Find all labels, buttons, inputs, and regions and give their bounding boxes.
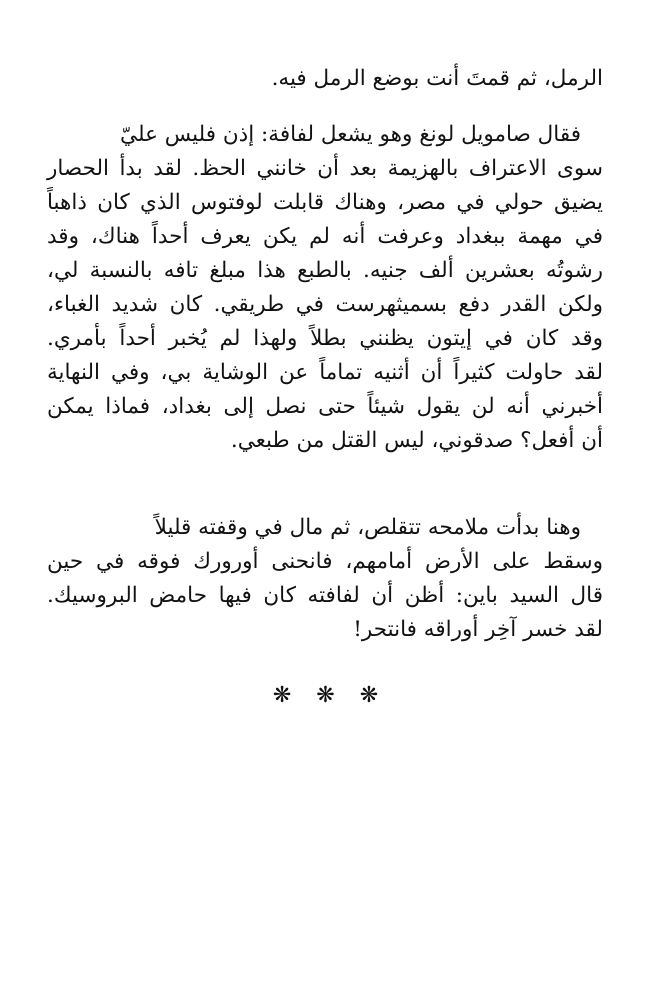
paragraph-line: ولكن القدر دفع بسميثهرست في طريقي. كان شديد الغباء،	[47, 292, 603, 317]
asterism-icon: ❋	[272, 683, 292, 708]
paragraph-line: يضيق حولي في مصر، وهناك قابلت لوفتوس الذي كان ذاهباً	[47, 190, 603, 215]
paragraph-2	[47, 118, 603, 458]
paragraph-line: فقال صامويل لونغ وهو يشعل لفافة: إذن فليس عليّ	[120, 122, 581, 147]
asterism-icon: ❋	[316, 683, 335, 708]
paragraph-line: رشوتُه بعشرين ألف جنيه. بالطبع هذا مبلغ تافه بالنسبة لي،	[47, 258, 603, 283]
section-break-ornament	[0, 683, 651, 708]
paragraph-3	[47, 511, 603, 647]
paragraph-line: وسقط على الأرض أمامهم، فانحنى أورورك فوقه في حين	[47, 549, 603, 574]
paragraph-1	[47, 62, 603, 96]
paragraph-line: وهنا بدأت ملامحه تتقلص، ثم مال في وقفته قليلاً	[154, 515, 581, 540]
paragraph-line: لقد خسر آخِر أوراقه فانتحر!	[353, 617, 603, 642]
paragraph-line: وقد كان في إيتون يظنني بطلاً ولهذا لم يُخبر أحداً بأمري.	[47, 326, 603, 351]
paragraph-line: في مهمة ببغداد وعرفت أنه لم يكن يعرف أحداً هناك، وقد	[47, 224, 603, 249]
paragraph-line: سوى الاعتراف بالهزيمة بعد أن خانني الحظ. لقد بدأ الحصار	[47, 156, 603, 181]
paragraph-line: لقد حاولت كثيراً أن أثنيه تماماً عن الوشاية بي، وفي النهاية	[47, 360, 603, 385]
paragraph-line: قال السيد باين: أظن أن لفافته كان فيها حامض البروسيك.	[47, 583, 603, 608]
asterism-icon: ❋	[359, 683, 379, 708]
paragraph-line: أن أفعل؟ صدقوني، ليس القتل من طبعي.	[230, 428, 603, 453]
paragraph-line: أخبرني أنه لن يقول شيئاً حتى نصل إلى بغداد، فماذا يمكن	[47, 394, 603, 419]
paragraph-line: الرمل، ثم قمتَ أنت بوضع الرمل فيه.	[271, 66, 603, 91]
